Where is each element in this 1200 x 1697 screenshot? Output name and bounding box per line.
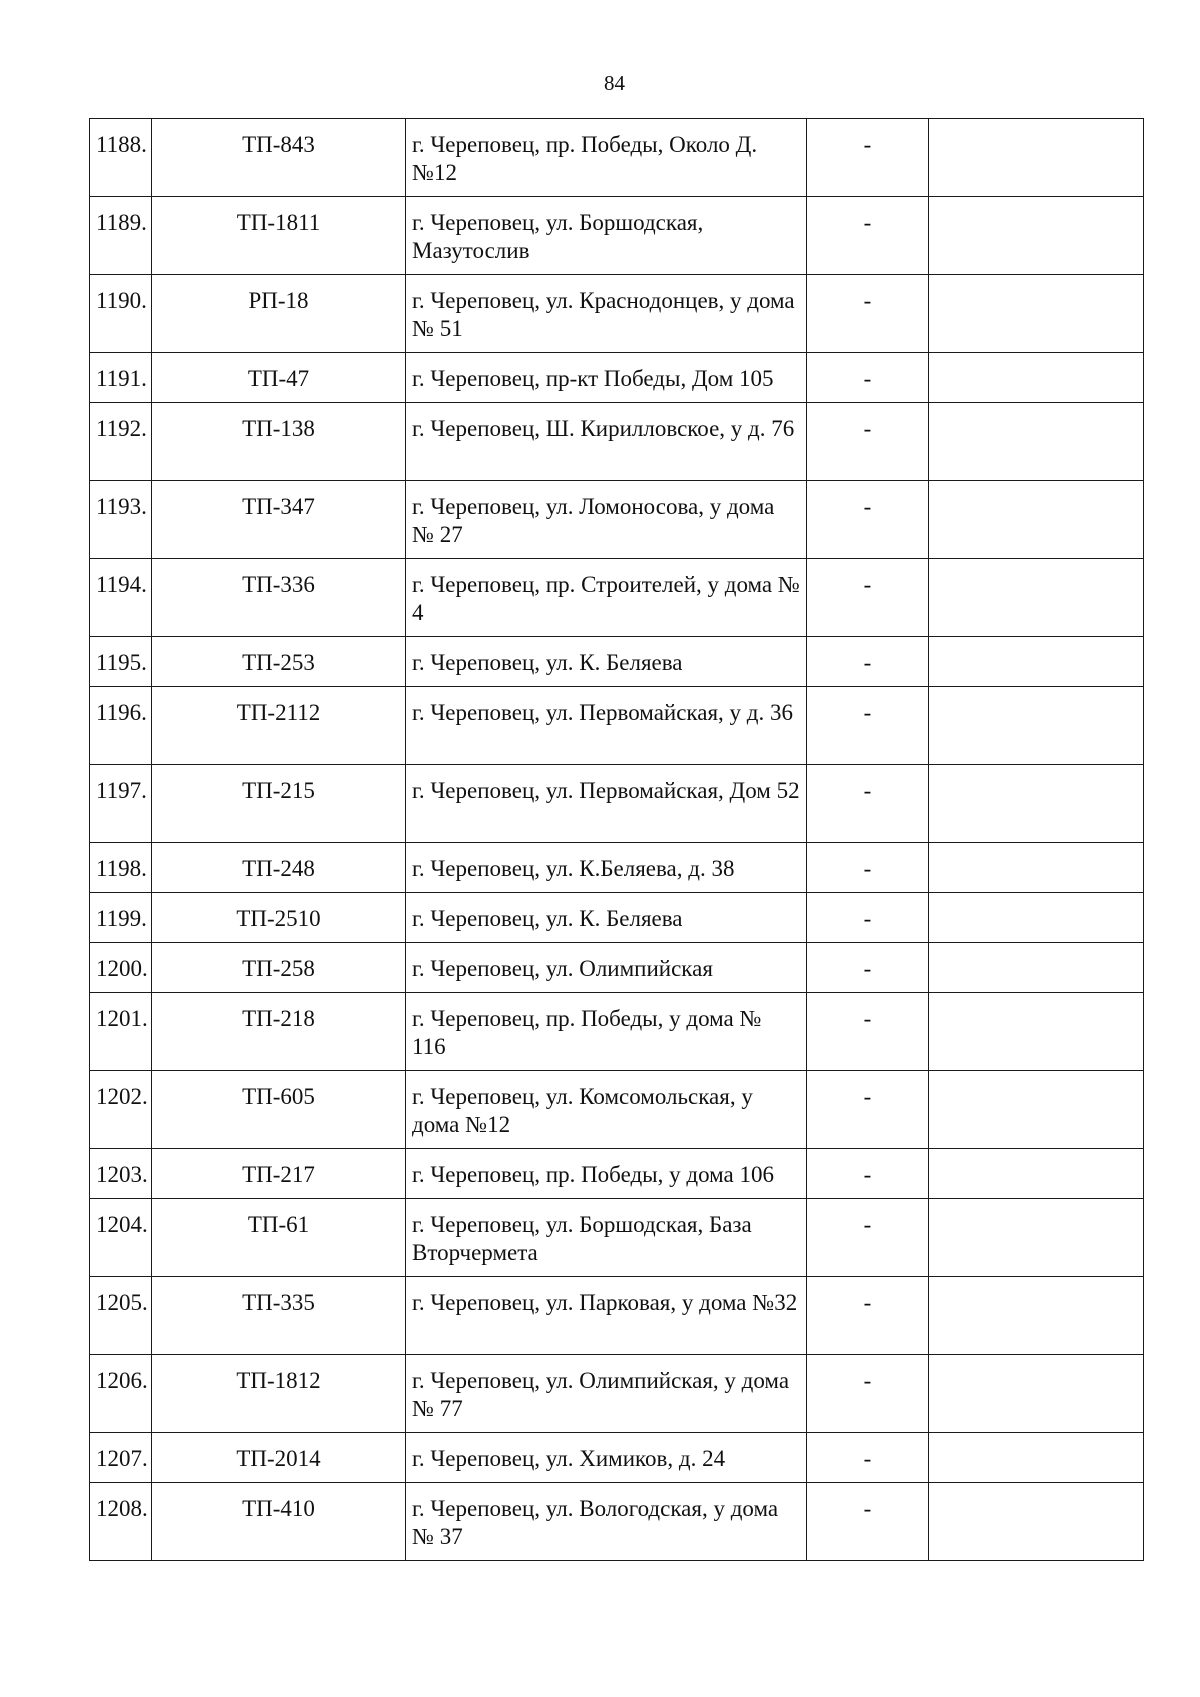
substation-address: г. Череповец, пр. Победы, у дома 106 <box>406 1149 807 1199</box>
row-number: 1198. <box>90 843 152 893</box>
substation-address: г. Череповец, ул. Боршодская, Мазутослив <box>406 197 807 275</box>
substation-address: г. Череповец, ул. Первомайская, Дом 52 <box>406 765 807 843</box>
substation-address: г. Череповец, Ш. Кирилловское, у д. 76 <box>406 403 807 481</box>
empty-cell <box>929 1355 1144 1433</box>
row-number: 1192. <box>90 403 152 481</box>
table-row <box>90 481 1144 559</box>
substation-code: ТП-335 <box>152 1277 406 1355</box>
empty-cell <box>929 119 1144 197</box>
substation-address: г. Череповец, ул. Комсомольская, у дома №12 <box>406 1071 807 1149</box>
substation-code: ТП-843 <box>152 119 406 197</box>
table-row <box>90 197 1144 275</box>
dash-cell: - <box>807 481 929 559</box>
substation-code: ТП-1812 <box>152 1355 406 1433</box>
substation-address: г. Череповец, пр-кт Победы, Дом 105 <box>406 353 807 403</box>
table-row <box>90 893 1144 943</box>
substation-code: ТП-217 <box>152 1149 406 1199</box>
substation-code: ТП-61 <box>152 1199 406 1277</box>
substation-address: г. Череповец, ул. Ломоносова, у дома № 27 <box>406 481 807 559</box>
row-number: 1190. <box>90 275 152 353</box>
substation-address: г. Череповец, пр. Строителей, у дома № 4 <box>406 559 807 637</box>
dash-cell: - <box>807 1277 929 1355</box>
row-number: 1203. <box>90 1149 152 1199</box>
row-number: 1205. <box>90 1277 152 1355</box>
table-row <box>90 765 1144 843</box>
row-number: 1197. <box>90 765 152 843</box>
substation-address: г. Череповец, пр. Победы, Около Д.№12 <box>406 119 807 197</box>
dash-cell: - <box>807 893 929 943</box>
substation-address: г. Череповец, ул. К. Беляева <box>406 893 807 943</box>
substation-code: ТП-215 <box>152 765 406 843</box>
substation-code: ТП-347 <box>152 481 406 559</box>
empty-cell <box>929 687 1144 765</box>
empty-cell <box>929 993 1144 1071</box>
page-number: 84 <box>604 71 625 95</box>
empty-cell <box>929 843 1144 893</box>
substation-code: ТП-2510 <box>152 893 406 943</box>
substation-code: ТП-2112 <box>152 687 406 765</box>
table-row <box>90 275 1144 353</box>
table-row <box>90 943 1144 993</box>
table-row <box>90 1149 1144 1199</box>
dash-cell: - <box>807 353 929 403</box>
dash-cell: - <box>807 637 929 687</box>
row-number: 1188. <box>90 119 152 197</box>
empty-cell <box>929 481 1144 559</box>
empty-cell <box>929 1199 1144 1277</box>
table-row <box>90 993 1144 1071</box>
substation-address: г. Череповец, ул. Олимпийская, у дома № 77 <box>406 1355 807 1433</box>
row-number: 1207. <box>90 1433 152 1483</box>
empty-cell <box>929 1483 1144 1561</box>
substation-code: ТП-258 <box>152 943 406 993</box>
row-number: 1189. <box>90 197 152 275</box>
table-row <box>90 1433 1144 1483</box>
table-row <box>90 843 1144 893</box>
dash-cell: - <box>807 765 929 843</box>
substation-address: г. Череповец, ул. К. Беляева <box>406 637 807 687</box>
empty-cell <box>929 1149 1144 1199</box>
table-row <box>90 1199 1144 1277</box>
row-number: 1199. <box>90 893 152 943</box>
table-row <box>90 403 1144 481</box>
table-row <box>90 687 1144 765</box>
substation-code: ТП-2014 <box>152 1433 406 1483</box>
substation-address: г. Череповец, ул. Парковая, у дома №32 <box>406 1277 807 1355</box>
substation-code: РП-18 <box>152 275 406 353</box>
substation-code: ТП-410 <box>152 1483 406 1561</box>
substation-address: г. Череповец, ул. Краснодонцев, у дома № 51 <box>406 275 807 353</box>
substation-code: ТП-248 <box>152 843 406 893</box>
substation-address: г. Череповец, пр. Победы, у дома № 116 <box>406 993 807 1071</box>
table-row <box>90 559 1144 637</box>
row-number: 1200. <box>90 943 152 993</box>
row-number: 1206. <box>90 1355 152 1433</box>
table-row <box>90 353 1144 403</box>
dash-cell: - <box>807 1071 929 1149</box>
dash-cell: - <box>807 403 929 481</box>
dash-cell: - <box>807 943 929 993</box>
empty-cell <box>929 559 1144 637</box>
empty-cell <box>929 637 1144 687</box>
substation-address: г. Череповец, ул. Олимпийская <box>406 943 807 993</box>
substation-code: ТП-253 <box>152 637 406 687</box>
empty-cell <box>929 197 1144 275</box>
dash-cell: - <box>807 993 929 1071</box>
row-number: 1196. <box>90 687 152 765</box>
empty-cell <box>929 765 1144 843</box>
dash-cell: - <box>807 1149 929 1199</box>
row-number: 1202. <box>90 1071 152 1149</box>
substation-table <box>89 118 1144 1561</box>
dash-cell: - <box>807 843 929 893</box>
empty-cell <box>929 1071 1144 1149</box>
dash-cell: - <box>807 687 929 765</box>
dash-cell: - <box>807 1433 929 1483</box>
row-number: 1191. <box>90 353 152 403</box>
empty-cell <box>929 1277 1144 1355</box>
substation-code: ТП-336 <box>152 559 406 637</box>
table-row <box>90 637 1144 687</box>
empty-cell <box>929 275 1144 353</box>
dash-cell: - <box>807 1355 929 1433</box>
table-row <box>90 1355 1144 1433</box>
substation-address: г. Череповец, ул. Вологодская, у дома № 37 <box>406 1483 807 1561</box>
table-row <box>90 1277 1144 1355</box>
substation-address: г. Череповец, ул. Боршодская, База Вторчермета <box>406 1199 807 1277</box>
row-number: 1204. <box>90 1199 152 1277</box>
row-number: 1193. <box>90 481 152 559</box>
substation-address: г. Череповец, ул. Первомайская, у д. 36 <box>406 687 807 765</box>
substation-code: ТП-47 <box>152 353 406 403</box>
row-number: 1208. <box>90 1483 152 1561</box>
table-row <box>90 119 1144 197</box>
dash-cell: - <box>807 1199 929 1277</box>
empty-cell <box>929 353 1144 403</box>
row-number: 1194. <box>90 559 152 637</box>
row-number: 1195. <box>90 637 152 687</box>
row-number: 1201. <box>90 993 152 1071</box>
dash-cell: - <box>807 119 929 197</box>
empty-cell <box>929 893 1144 943</box>
dash-cell: - <box>807 275 929 353</box>
substation-code: ТП-1811 <box>152 197 406 275</box>
substation-address: г. Череповец, ул. К.Беляева, д. 38 <box>406 843 807 893</box>
substation-code: ТП-605 <box>152 1071 406 1149</box>
dash-cell: - <box>807 1483 929 1561</box>
table-row <box>90 1071 1144 1149</box>
dash-cell: - <box>807 559 929 637</box>
empty-cell <box>929 403 1144 481</box>
dash-cell: - <box>807 197 929 275</box>
table-row <box>90 1483 1144 1561</box>
empty-cell <box>929 943 1144 993</box>
empty-cell <box>929 1433 1144 1483</box>
substation-code: ТП-138 <box>152 403 406 481</box>
substation-address: г. Череповец, ул. Химиков, д. 24 <box>406 1433 807 1483</box>
substation-code: ТП-218 <box>152 993 406 1071</box>
